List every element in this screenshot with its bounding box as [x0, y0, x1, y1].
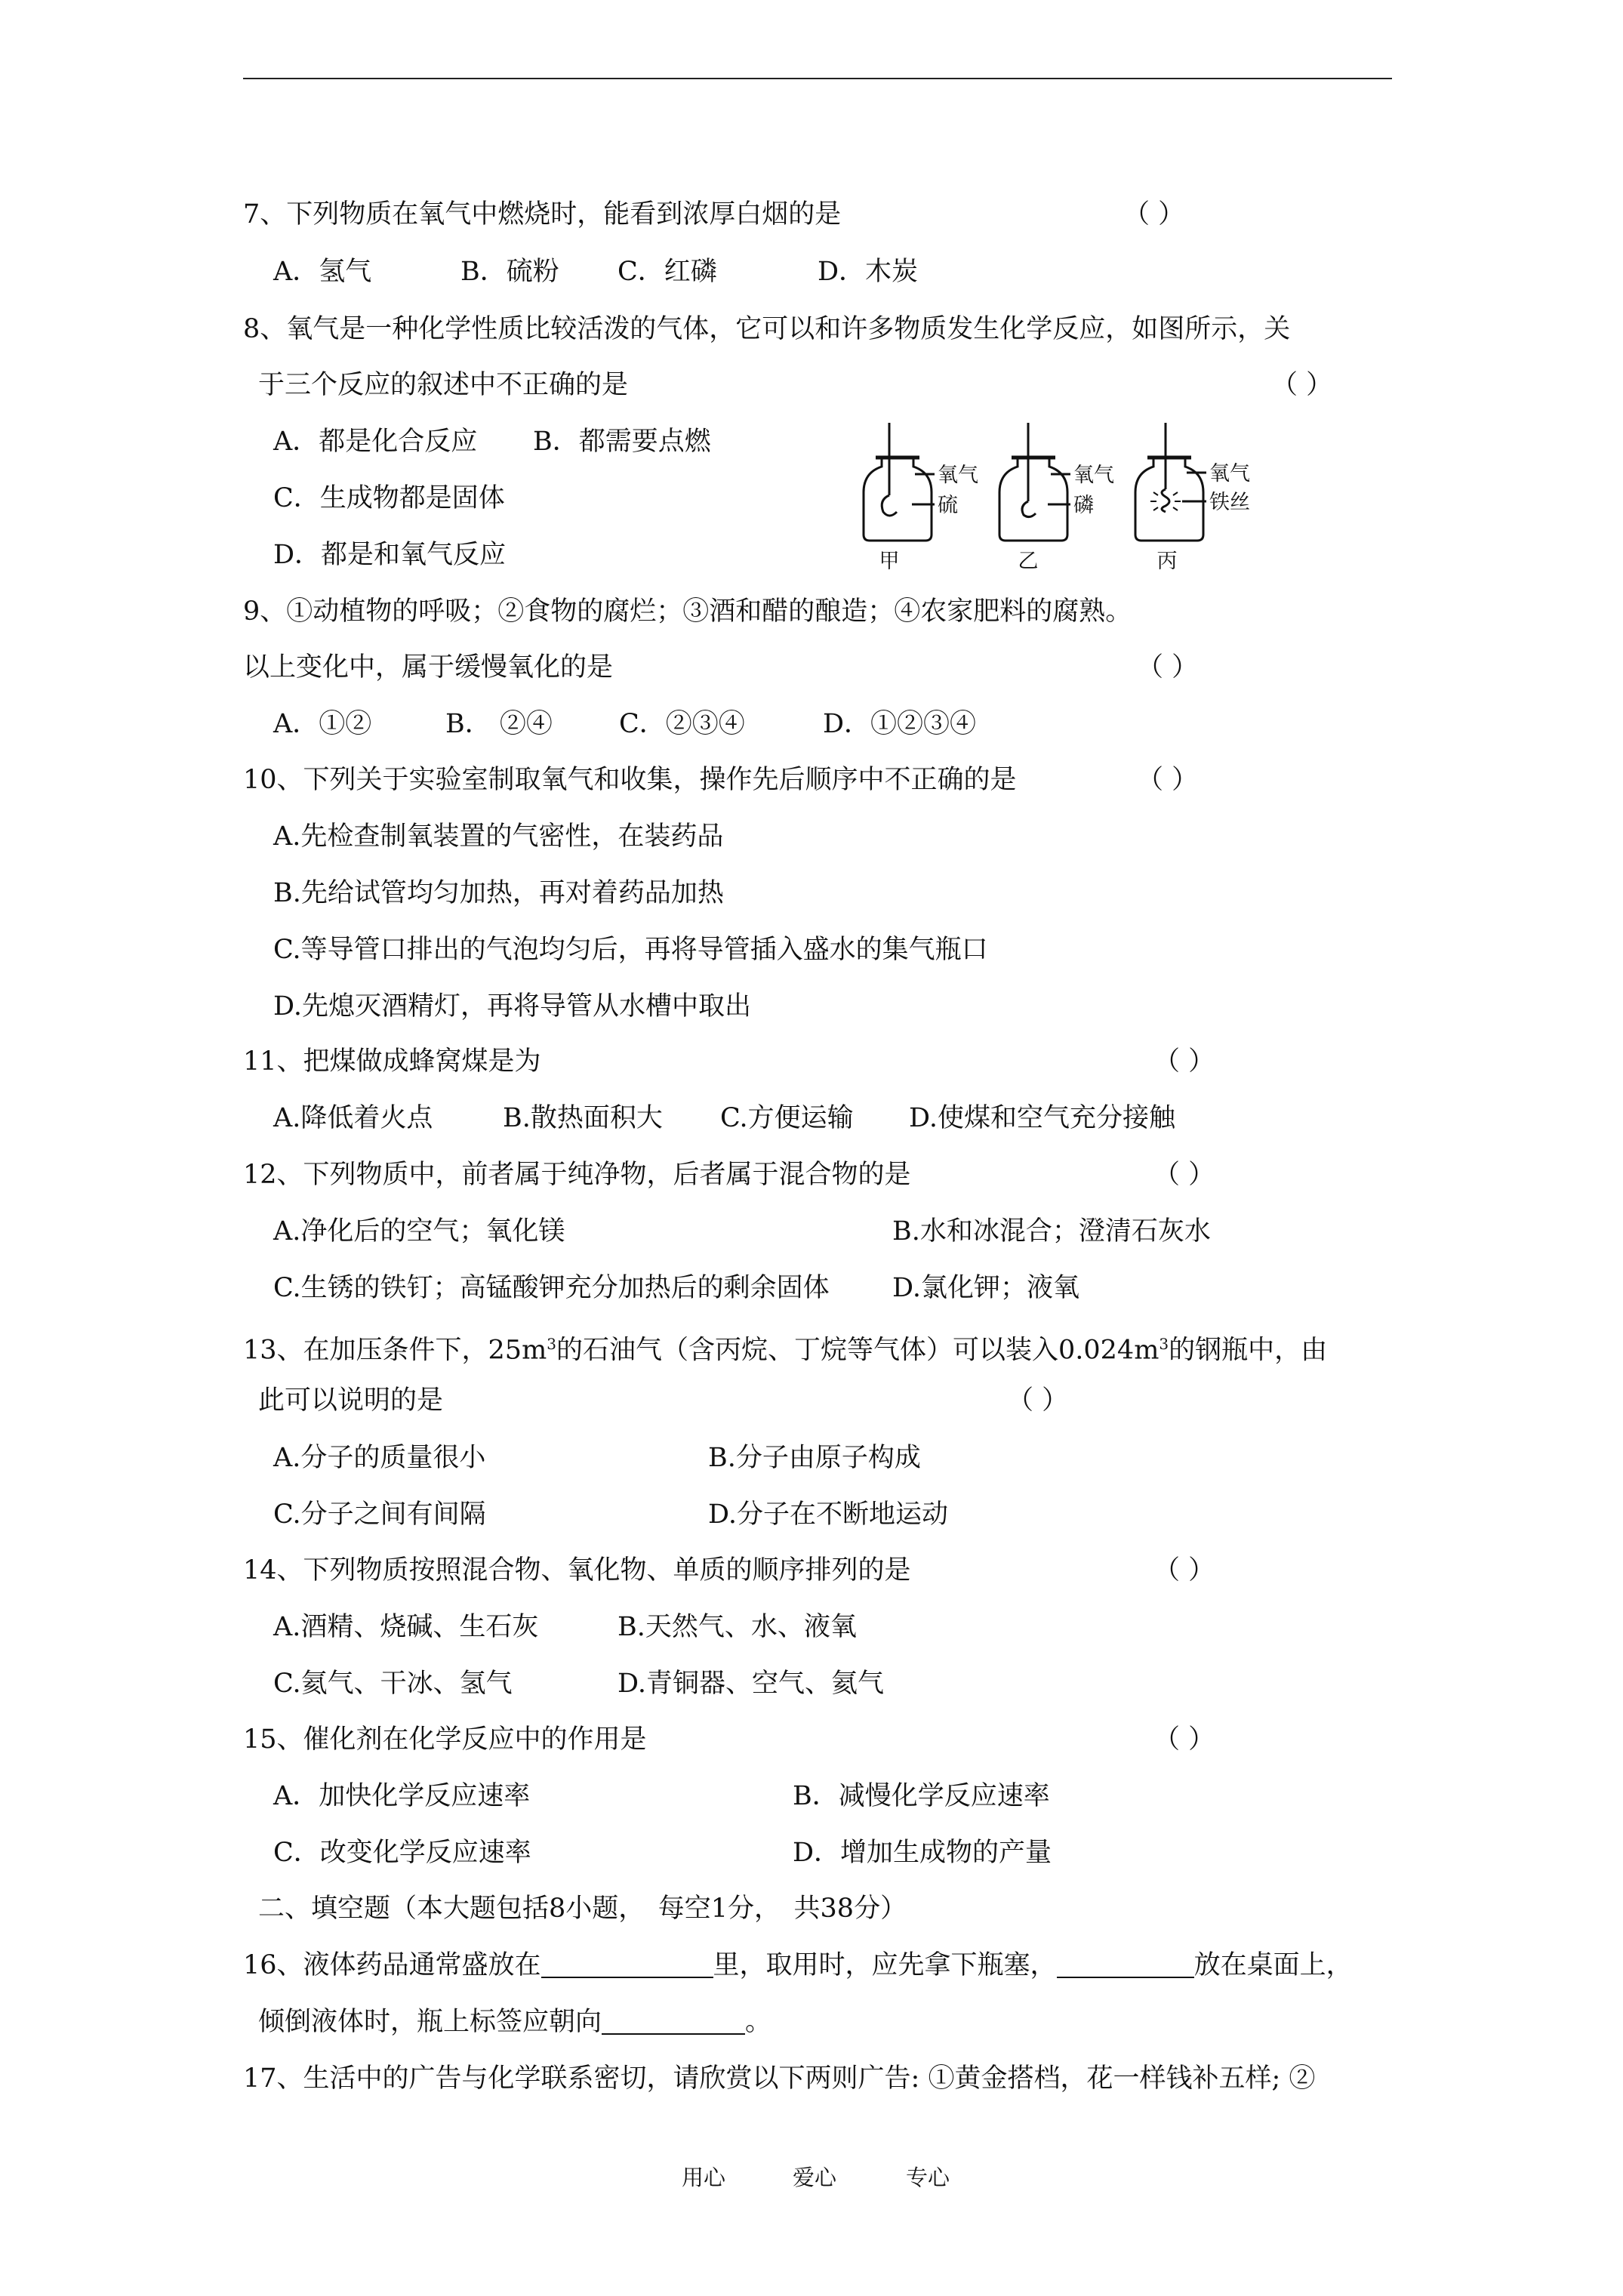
q13-option-d: D.分子在不断地运动 [708, 1499, 948, 1530]
q14-stem: 14、下列物质按照混合物、氧化物、单质的顺序排列的是 [243, 1555, 911, 1586]
q17-stem: 17、生活中的广告与化学联系密切，请欣赏以下两则广告: ①黄金搭档，花一样钱补五样; ② [243, 2063, 1316, 2094]
q7-stem: 7、下列物质在氧气中燃烧时，能看到浓厚白烟的是 [243, 199, 842, 230]
q12-answer-bracket: （ ） [1153, 1160, 1215, 1190]
q7-option-b: B．硫粉 [460, 257, 559, 287]
q8-option-d: D．都是和氧气反应 [273, 540, 507, 570]
q14-option-c: C.氦气、干冰、氢气 [273, 1669, 513, 1699]
q9-option-a: A．①② [273, 709, 372, 739]
q10-option-c: C.等导管口排出的气泡均匀后，再将导管插入盛水的集气瓶口 [273, 935, 988, 965]
q15-stem: 15、催化剂在化学反应中的作用是 [243, 1724, 647, 1755]
q14-option-b: B.天然气、水、液氧 [617, 1612, 857, 1642]
q8-figure [845, 423, 1268, 574]
q8-answer-bracket: （ ） [1271, 370, 1333, 400]
jar-yi-label-bottom: 磷 [1073, 494, 1094, 517]
q14-option-a: A.酒精、烧碱、生石灰 [273, 1612, 539, 1642]
q13-answer-bracket: （ ） [1007, 1385, 1069, 1416]
q10-option-a: A.先检查制氧装置的气密性，在装药品 [273, 821, 724, 852]
q12-option-b: B.水和冰混合；澄清石灰水 [892, 1216, 1211, 1247]
q7-option-c: C．红磷 [617, 257, 717, 287]
q13-stem-part-b: 的石油气（含丙烷、丁烷等气体）可以装入0.024m [556, 1335, 1160, 1366]
q12-stem: 12、下列物质中，前者属于纯净物，后者属于混合物的是 [243, 1160, 911, 1190]
q15-option-d: D．增加生成物的产量 [793, 1838, 1052, 1868]
jar-yi-caption: 乙 [1018, 550, 1039, 573]
q13-stem-part-a: 13、在加压条件下，25m [243, 1335, 547, 1366]
q15-option-a: A．加快化学反应速率 [273, 1781, 531, 1811]
q7-option-d: D．木炭 [818, 257, 919, 287]
q16-line1 [243, 1949, 1353, 1982]
q8-option-c: C．生成物都是固体 [273, 483, 505, 513]
q9-option-b: B． ②④ [445, 709, 553, 739]
q11-answer-bracket: （ ） [1153, 1046, 1215, 1077]
q11-option-d: D.使煤和空气充分接触 [909, 1103, 1175, 1133]
jar-yi-label-top: 氧气 [1073, 464, 1114, 487]
q16-text-part1: 16、液体药品通常盛放在 [243, 1950, 541, 1980]
footer-text-2: 爱心 [793, 2165, 837, 2190]
q7-option-a: A．氢气 [273, 257, 372, 287]
q13-superscript-1: 3 [547, 1335, 556, 1353]
jar-bing-label-bottom: 铁丝 [1209, 491, 1250, 514]
q13-option-b: B.分子由原子构成 [708, 1443, 921, 1473]
q11-option-c: C.方便运输 [720, 1103, 854, 1133]
header-rule [243, 78, 1392, 79]
footer-text-3: 专心 [906, 2165, 950, 2190]
jar-bing-label-top: 氧气 [1209, 462, 1250, 485]
q16-text-part5: 。 [745, 2007, 772, 2037]
q16-blank-3[interactable] [602, 2006, 745, 2035]
q9-option-c: C．②③④ [619, 709, 745, 739]
q9-option-d: D．①②③④ [823, 709, 977, 739]
q15-option-c: C．改变化学反应速率 [273, 1838, 531, 1868]
q8-option-b: B．都需要点燃 [533, 427, 711, 457]
q10-answer-bracket: （ ） [1137, 765, 1199, 795]
q16-text-part4: 倾倒液体时，瓶上标签应朝向 [258, 2007, 602, 2037]
jar-bing-caption: 丙 [1156, 550, 1178, 573]
q16-blank-1[interactable] [541, 1949, 713, 1978]
q12-option-c: C.生锈的铁钉；高锰酸钾充分加热后的剩余固体 [273, 1273, 830, 1303]
q9-answer-bracket: （ ） [1137, 652, 1199, 683]
section-2-heading: 二、填空题（本大题包括8小题， 每空1分， 共38分） [258, 1894, 907, 1924]
q13-stem-line2: 此可以说明的是 [258, 1385, 444, 1416]
footer-text-1: 用心 [682, 2165, 726, 2190]
q8-stem-line2: 于三个反应的叙述中不正确的是 [258, 370, 629, 400]
q9-stem-line2: 以上变化中，属于缓慢氧化的是 [243, 652, 614, 683]
q16-blank-2[interactable] [1057, 1949, 1194, 1978]
q16-line2 [258, 2005, 771, 2039]
q11-option-b: B.散热面积大 [503, 1103, 663, 1133]
q12-option-a: A.净化后的空气；氧化镁 [273, 1216, 565, 1247]
q13-option-a: A.分子的质量很小 [273, 1443, 486, 1473]
q11-stem: 11、把煤做成蜂窝煤是为 [243, 1046, 541, 1077]
q16-text-part2: 里，取用时，应先拿下瓶塞， [713, 1950, 1057, 1980]
q8-option-a: A．都是化合反应 [273, 427, 478, 457]
jar-jia-label-bottom: 硫 [938, 494, 958, 517]
q16-text-part3: 放在桌面上， [1193, 1950, 1353, 1980]
q10-option-d: D.先熄灭酒精灯，再将导管从水槽中取出 [273, 991, 751, 1022]
jar-jia-caption: 甲 [879, 550, 900, 573]
q13-stem-line1 [243, 1327, 1327, 1367]
q13-superscript-2: 3 [1159, 1335, 1169, 1353]
jar-jia-label-top: 氧气 [938, 464, 978, 487]
q9-stem-line1: 9、①动植物的呼吸；②食物的腐烂；③酒和醋的酿造；④农家肥料的腐熟。 [243, 596, 1132, 627]
q12-option-d: D.氯化钾；液氧 [892, 1273, 1079, 1303]
q14-answer-bracket: （ ） [1153, 1555, 1215, 1586]
q13-option-c: C.分子之间有间隔 [273, 1499, 486, 1530]
q15-answer-bracket: （ ） [1153, 1724, 1215, 1755]
q14-option-d: D.青铜器、空气、氦气 [617, 1669, 884, 1699]
q10-stem: 10、下列关于实验室制取氧气和收集，操作先后顺序中不正确的是 [243, 765, 1017, 795]
q7-answer-bracket: （ ） [1123, 199, 1185, 230]
q8-stem-line1: 8、氧气是一种化学性质比较活泼的气体，它可以和许多物质发生化学反应，如图所示，关 [243, 314, 1291, 344]
q10-option-b: B.先给试管均匀加热，再对着药品加热 [273, 878, 724, 908]
q13-stem-part-c: 的钢瓶中，由 [1169, 1335, 1328, 1366]
q11-option-a: A.降低着火点 [273, 1103, 433, 1133]
q15-option-b: B．减慢化学反应速率 [793, 1781, 1050, 1811]
